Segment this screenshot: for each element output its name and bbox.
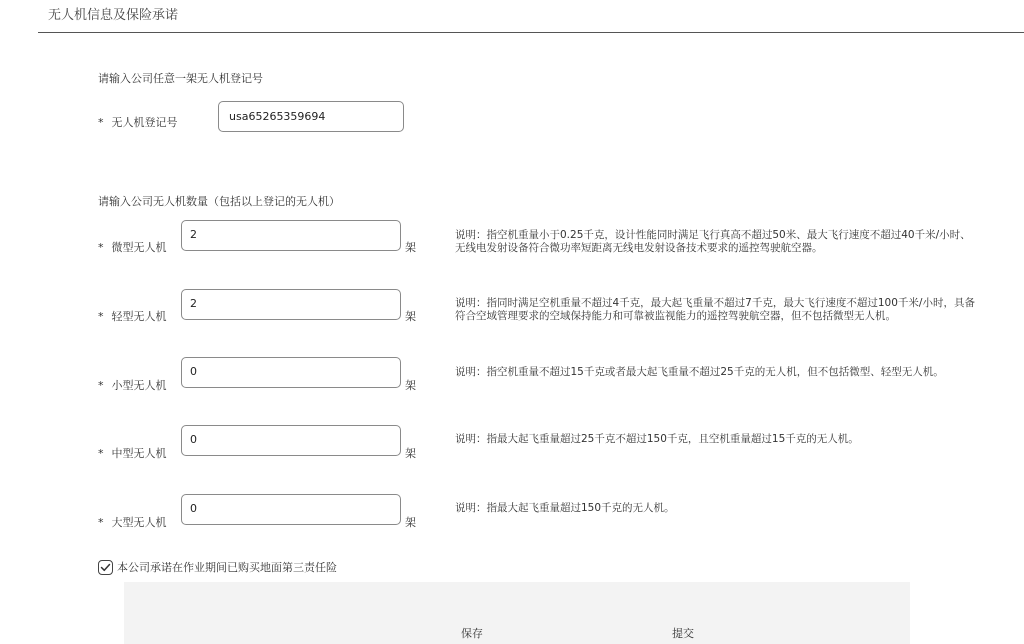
checkmark-icon bbox=[100, 562, 111, 573]
page-header bbox=[38, 0, 1024, 33]
required-mark: * bbox=[98, 241, 104, 254]
large-drone-label bbox=[98, 514, 167, 530]
medium-drone-unit: 架 bbox=[405, 447, 416, 460]
large-drone-label-text: 大型无人机 bbox=[111, 516, 167, 529]
page-title: 无人机信息及保险承诺 bbox=[48, 8, 179, 23]
required-mark: * bbox=[98, 310, 104, 323]
registration-number-input[interactable] bbox=[218, 101, 404, 132]
submit-button[interactable]: 提交 bbox=[672, 627, 694, 640]
required-mark: * bbox=[98, 379, 104, 392]
registration-label bbox=[98, 114, 178, 130]
micro-drone-label-text: 微型无人机 bbox=[111, 241, 167, 254]
registration-section-label: 请输入公司任意一架无人机登记号 bbox=[98, 72, 263, 85]
medium-drone-count-value: 0 bbox=[190, 433, 197, 446]
light-drone-description: 说明：指同时满足空机重量不超过4千克，最大起飞重量不超过7千克，最大飞行速度不超过100千米/小时，具备符合空域管理要求的空域保持能力和可靠被监视能力的遥控驾驶航空器，但不包括微型无人机。 bbox=[455, 297, 975, 322]
required-mark: * bbox=[98, 516, 104, 529]
light-drone-unit: 架 bbox=[405, 310, 416, 323]
medium-drone-count-input[interactable] bbox=[181, 425, 401, 456]
large-drone-description: 说明：指最大起飞重量超过150千克的无人机。 bbox=[455, 502, 675, 514]
micro-drone-unit: 架 bbox=[405, 241, 416, 254]
micro-drone-count-value: 2 bbox=[190, 228, 197, 241]
light-drone-label bbox=[98, 308, 167, 324]
small-drone-label-text: 小型无人机 bbox=[111, 379, 167, 392]
small-drone-count-value: 0 bbox=[190, 365, 197, 378]
small-drone-count-input[interactable] bbox=[181, 357, 401, 388]
insurance-commitment-label: 本公司承诺在作业期间已购买地面第三责任险 bbox=[117, 561, 337, 574]
micro-drone-label bbox=[98, 239, 167, 255]
small-drone-unit: 架 bbox=[405, 379, 416, 392]
micro-drone-count-input[interactable] bbox=[181, 220, 401, 251]
light-drone-count-value: 2 bbox=[190, 297, 197, 310]
footer-action-bar bbox=[124, 582, 910, 644]
medium-drone-label-text: 中型无人机 bbox=[111, 447, 167, 460]
light-drone-count-input[interactable] bbox=[181, 289, 401, 320]
medium-drone-description: 说明：指最大起飞重量超过25千克不超过150千克，且空机重量超过15千克的无人机。 bbox=[455, 433, 859, 445]
registration-label-text: 无人机登记号 bbox=[111, 116, 178, 129]
small-drone-description: 说明：指空机重量不超过15千克或者最大起飞重量不超过25千克的无人机，但不包括微型、轻型无人机。 bbox=[455, 366, 944, 378]
micro-drone-description: 说明：指空机重量小于0.25千克，设计性能同时满足飞行真高不超过50米、最大飞行速度不超过40千米/小时、无线电发射设备符合微功率短距离无线电发射设备技术要求的遥控驾驶航空器。 bbox=[455, 229, 971, 254]
small-drone-label bbox=[98, 377, 167, 393]
large-drone-count-input[interactable] bbox=[181, 494, 401, 525]
registration-number-value: usa65265359694 bbox=[229, 110, 326, 123]
save-button[interactable]: 保存 bbox=[461, 627, 483, 640]
insurance-commitment-checkbox[interactable] bbox=[98, 560, 113, 575]
large-drone-unit: 架 bbox=[405, 516, 416, 529]
large-drone-count-value: 0 bbox=[190, 502, 197, 515]
light-drone-label-text: 轻型无人机 bbox=[111, 310, 167, 323]
quantity-section-label: 请输入公司无人机数量（包括以上登记的无人机） bbox=[98, 195, 340, 208]
required-mark: * bbox=[98, 447, 104, 460]
insurance-commitment-row bbox=[98, 559, 337, 575]
required-mark: * bbox=[98, 116, 104, 129]
medium-drone-label bbox=[98, 445, 167, 461]
